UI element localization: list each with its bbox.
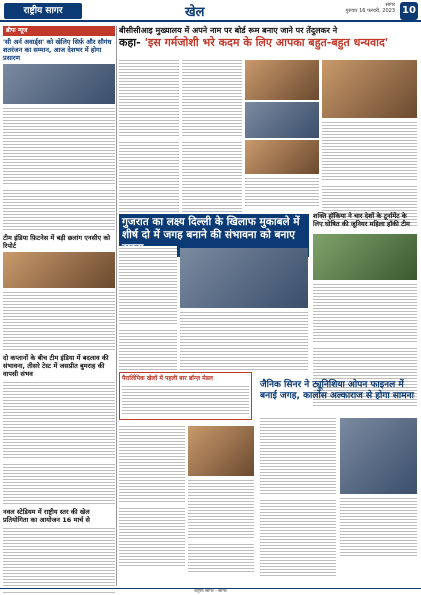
text-block [122,384,249,414]
brief-photo [3,64,115,104]
lead-photos [245,58,319,208]
tennis-headline: जैनिक सिनर ने ट्यूनिशिया ओपन फाइनल में बनाई जगह, कार्लोस अल्काराज से होगा सामना [260,380,414,401]
masthead [0,0,421,22]
lead-photo [245,60,319,100]
para-sports-box [119,372,252,420]
text-block [119,506,185,568]
brief-item3-headline: दो कप्तानों के बीच टीम इंडिया में बदलाव की संभावना, तीसरे टेस्ट में जसप्रीत बुमराह की वापसी संभव [3,354,109,378]
page-number: 10 [400,2,418,20]
gujarat-delhi-headline: गुजरात का लक्ष्य दिल्ली के खिलाफ मुकाबले में शीर्ष दो में जगह बनाने की संभावना को बनाए [119,214,309,257]
lead-photo [245,102,319,138]
date-line: गुरुवार 16 फरवरी, 2023 [345,8,395,14]
text-block [3,290,115,352]
footer: राष्ट्रीय सागर - सागर [0,588,421,595]
text-block [182,140,242,220]
text-block [3,462,115,506]
brief-intro-headline: 'सी अर्न अवार्ड्स' को खेलिए सिर्फ़ और सौगंध शतरंजन का सम्मान, आज देशभर में होगा प्रसारण [3,38,112,62]
player-photo [188,426,254,476]
text-block [180,310,308,372]
tennis-col1 [260,416,336,580]
section-title: खेल [185,5,205,20]
gujarat-story-col1 [119,246,177,374]
gujarat-story-col2 [180,246,308,374]
tennis-col2 [340,416,417,560]
text-block [182,58,242,138]
text-block [119,246,177,326]
brief-item4-headline: नवल स्टेडियम में राष्ट्रीय स्तर की खेल प्रतियोगिता का आयोजन 16 मार्च से [3,508,90,524]
tennis-player-photo [340,418,417,494]
left-column [3,26,115,590]
hockey-team-photo [313,234,417,280]
cricket-photo [180,248,308,308]
lower-left-col [119,424,185,570]
lead-column-1 [119,58,179,222]
text-block [119,58,179,138]
header-meta [346,2,395,14]
text-block [3,380,115,460]
lead-headline [119,36,417,49]
text-block [245,176,319,206]
column-divider [116,26,117,586]
lead-column-right [322,58,417,230]
hockey-headline: शक्ति हॉकिया ने चार देशों के टूर्नामेंट के लिए घोषित की जूनियर महिला हॉकी टीम [313,212,410,228]
lead-headline-kaha: कहा- [119,36,141,49]
text-block [340,496,417,558]
text-block [313,282,417,344]
text-block [188,542,254,572]
lead-story-headline [119,26,417,49]
text-block [260,498,336,578]
lead-subhead: बीसीसीआइ मुख्यालय में अपने नाम पर बोर्ड रूम बनाए जाने पर तेंदुलकर ने [119,26,338,35]
lead-column-2 [182,58,242,222]
lead-headline-quote: 'इस गर्मजोशी भरे कदम के लिए आपका बहुत-बहुत धन्यवाद' [144,36,389,49]
lead-photo [245,140,319,174]
para-sports-headline: पैरालिंपिक खेलों में पहली बार ब्रॉन्ज़ मेडल [122,375,213,382]
city: सागर [385,2,395,8]
brief-news-label: ब्रीफ न्यूज [3,26,115,36]
brief-item2-headline: टीम इंडिया फ़िटनेस में बड़ी छलांग एनसीए को रिपोर्ट [3,234,111,250]
text-block [3,106,115,186]
lower-mid-col [188,424,254,574]
text-block [119,424,185,504]
text-block [3,526,115,588]
brief-item2-photo [3,252,115,288]
text-block [322,120,417,182]
text-block [3,188,115,232]
text-block [119,328,177,372]
tendulkar-photo [322,60,417,118]
text-block [188,478,254,540]
text-block [119,140,179,220]
text-block [260,416,336,496]
masthead-logo: राष्ट्रीय सागर [4,3,82,19]
